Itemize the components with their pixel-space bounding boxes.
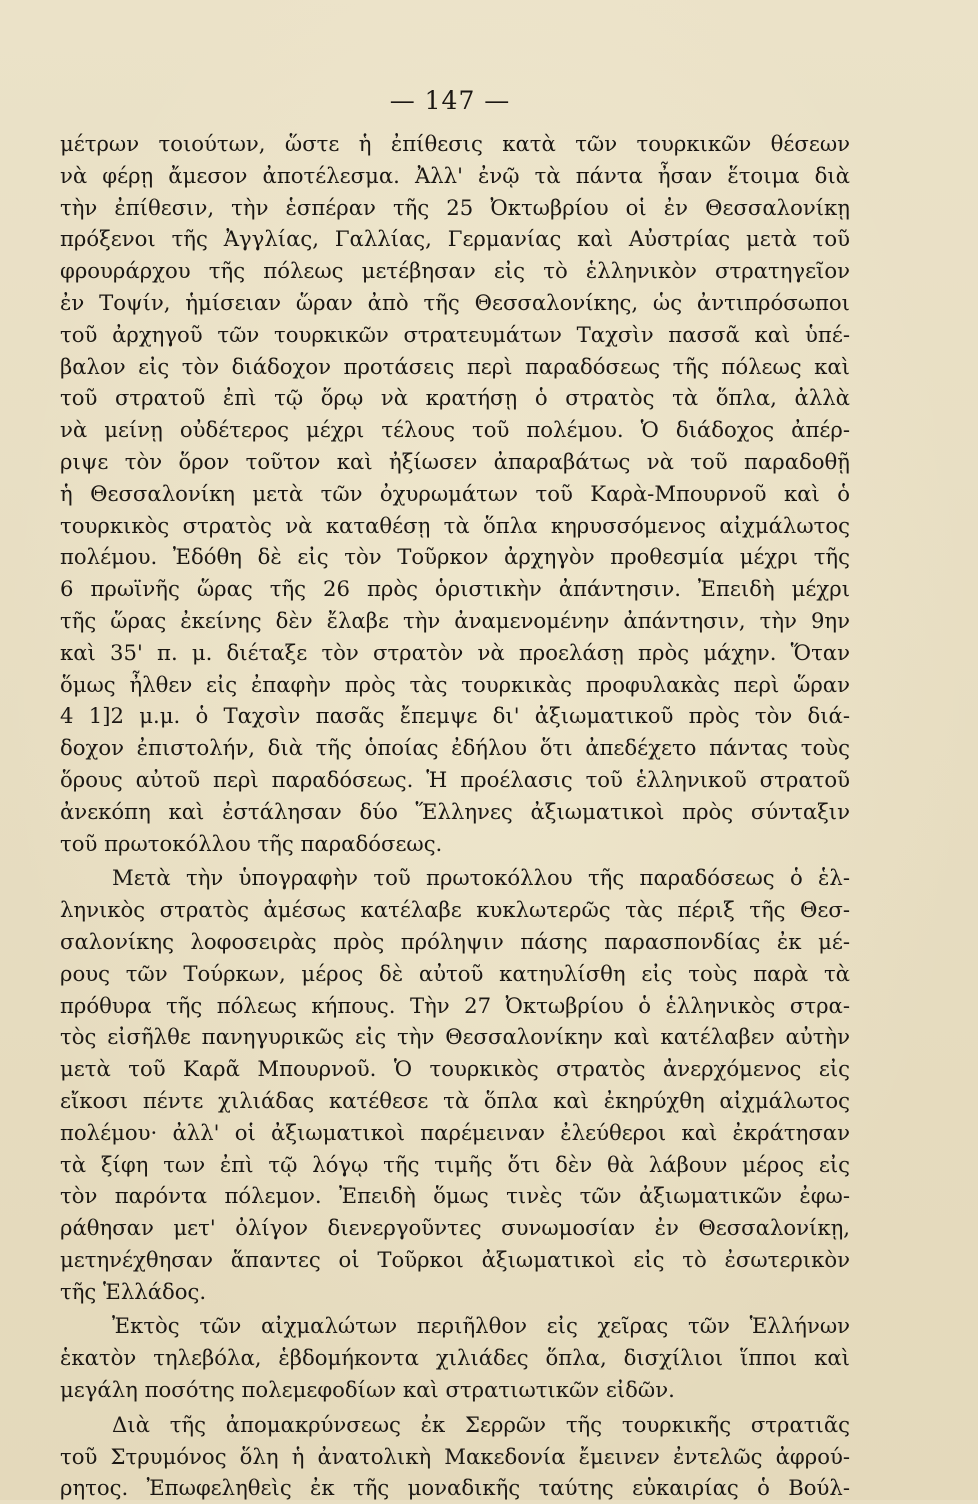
text-line: τοῦ Στρυμόνος ὅλη ἡ ἀνατολικὴ Μακεδονία ἔμεινεν ἐντελῶς ἀφρού- <box>60 1443 850 1469</box>
paragraph <box>60 1310 850 1405</box>
text-line: τοῦ στρατοῦ ἐπὶ τῷ ὅρῳ νὰ κρατήσῃ ὁ στρατὸς τὰ ὅπλα, ἀλλὰ <box>60 385 850 411</box>
text-line: 4 1]2 μ.μ. ὁ Ταχσὶν πασᾶς ἔπεμψε δι' ἀξιωματικοῦ πρὸς τὸν διά- <box>60 703 850 729</box>
text-line: Ἐκτὸς τῶν αἰχμαλώτων περιῆλθον εἰς χεῖρας τῶν Ἑλλήνων <box>112 1313 850 1339</box>
text-line: τῆς ὥρας ἐκείνης δὲν ἔλαβε τὴν ἀναμενομένην ἀπάντησιν, τὴν 9ην <box>60 607 850 633</box>
text-line: τουρκικὸς στρατὸς νὰ καταθέσῃ τὰ ὅπλα κηρυσσόμενος αἰχμάλωτος <box>60 512 850 538</box>
paragraph <box>60 128 850 859</box>
text-line: μέτρων τοιούτων, ὥστε ἡ ἐπίθεσις κατὰ τῶν τουρκικῶν θέσεων <box>60 131 850 156</box>
text-line: καὶ 35' π. μ. διέταξε τὸν στρατὸν νὰ προελάσῃ πρὸς μάχην. Ὅταν <box>60 639 850 665</box>
text-line: πολέμου. Ἐδόθη δὲ εἰς τὸν Τοῦρκον ἀρχηγὸν προθεσμία μέχρι τῆς <box>60 544 850 570</box>
text-line: ρους τῶν Τούρκων, μέρος δὲ αὐτοῦ κατηυλίσθη εἰς τοὺς παρὰ τὰ <box>60 960 850 986</box>
text-line: ράθησαν μετ' ὀλίγον διενεργοῦντες συνωμοσίαν ἐν Θεσσαλονίκῃ, <box>60 1215 850 1241</box>
text-line: ἡ Θεσσαλονίκη μετὰ τῶν ὀχυρωμάτων τοῦ Καρὰ-Μπουρνοῦ καὶ ὁ <box>60 480 850 506</box>
text-line: σαλονίκης λοφοσειρὰς πρὸς πρόληψιν πάσης παρασπονδίας ἐκ μέ- <box>60 928 850 954</box>
text-line: ὅρους αὐτοῦ περὶ παραδόσεως. Ἡ προέλασις τοῦ ἑλληνικοῦ στρατοῦ <box>60 766 850 792</box>
text-line: μετὰ τοῦ Καρᾶ Μπουρνοῦ. Ὁ τουρκικὸς στρατὸς ἀνερχόμενος εἰς <box>60 1056 850 1082</box>
text-line: 6 πρωϊνῆς ὥρας τῆς 26 πρὸς ὁριστικὴν ἀπάντησιν. Ἐπειδὴ μέχρι <box>60 576 850 602</box>
text-line: τοῦ πρωτοκόλλου τῆς παραδόσεως. <box>60 830 443 856</box>
body-text <box>60 128 850 1504</box>
paragraph <box>60 862 850 1307</box>
text-line: νὰ φέρῃ ἄμεσον ἀποτέλεσμα. Ἀλλ' ἐνῷ τὰ πάντα ἦσαν ἕτοιμα διὰ <box>60 162 850 188</box>
text-line: βαλον εἰς τὸν διάδοχον προτάσεις περὶ παραδόσεως τῆς πόλεως καὶ <box>60 353 850 379</box>
text-line: μεγάλη ποσότης πολεμεφοδίων καὶ στρατιωτικῶν εἰδῶν. <box>60 1377 675 1403</box>
text-line: Μετὰ τὴν ὑπογραφὴν τοῦ πρωτοκόλλου τῆς παραδόσεως ὁ ἑλ- <box>112 865 850 891</box>
text-line: ριψε τὸν ὅρον τοῦτον καὶ ἠξίωσεν ἀπαραβάτως νὰ τοῦ παραδοθῇ <box>60 448 850 474</box>
text-line: τὰ ξίφη των ἐπὶ τῷ λόγῳ τῆς τιμῆς ὅτι δὲν θὰ λάβουν μέρος εἰς <box>60 1151 850 1177</box>
text-line: πολέμου· ἀλλ' οἱ ἀξιωματικοὶ παρέμειναν ἐλεύθεροι καὶ ἐκράτησαν <box>60 1119 850 1145</box>
text-line: τῆς Ἑλλάδος. <box>60 1278 207 1304</box>
text-line: φρουράρχου τῆς πόλεως μετέβησαν εἰς τὸ ἑλληνικὸν στρατηγεῖον <box>60 258 850 284</box>
text-line: τοῦ ἀρχηγοῦ τῶν τουρκικῶν στρατευμάτων Ταχσὶν πασσᾶ καὶ ὑπέ- <box>60 321 850 347</box>
text-line: ἐν Τοψίν, ἡμίσειαν ὥραν ἀπὸ τῆς Θεσσαλονίκης, ὡς ἀντιπρόσωποι <box>60 289 850 315</box>
text-line: τὴν ἐπίθεσιν, τὴν ἑσπέραν τῆς 25 Ὀκτωβρίου οἱ ἐν Θεσσαλονίκῃ <box>60 194 850 220</box>
text-line: νὰ μείνῃ οὐδέτερος μέχρι τέλους τοῦ πολέμου. Ὁ διάδοχος ἀπέρ- <box>60 417 850 443</box>
text-line: ἑκατὸν τηλεβόλα, ἑβδομήκοντα χιλιάδες ὅπλα, δισχίλιοι ἵπποι καὶ <box>60 1345 850 1371</box>
text-line: ληνικὸς στρατὸς ἀμέσως κατέλαβε κυκλωτερῶς τὰς πέριξ τῆς Θεσ- <box>60 897 850 923</box>
text-line: ἀνεκόπη καὶ ἐστάλησαν δύο Ἕλληνες ἀξιωματικοὶ πρὸς σύνταξιν <box>60 798 850 824</box>
text-line: τὸς εἰσῆλθε πανηγυρικῶς εἰς τὴν Θεσσαλονίκην καὶ κατέλαβεν αὐτὴν <box>60 1024 850 1050</box>
page-number: — 147 — <box>389 86 511 115</box>
text-line: δοχον ἐπιστολήν, διὰ τῆς ὁποίας ἐδήλου ὅτι ἀπεδέχετο πάντας τοὺς <box>60 735 850 761</box>
paragraph <box>60 1409 850 1504</box>
text-line: εἴκοσι πέντε χιλιάδας κατέθεσε τὰ ὅπλα καὶ ἐκηρύχθη αἰχμάλωτος <box>60 1087 850 1113</box>
text-line: Διὰ τῆς ἀπομακρύνσεως ἐκ Σερρῶν τῆς τουρκικῆς στρατιᾶς <box>112 1411 850 1437</box>
text-line: μετηνέχθησαν ἅπαντες οἱ Τοῦρκοι ἀξιωματικοὶ εἰς τὸ ἐσωτερικὸν <box>60 1246 850 1272</box>
text-line: πρόθυρα τῆς πόλεως κήπους. Τὴν 27 Ὀκτωβρίου ὁ ἑλληνικὸς στρα- <box>60 992 850 1018</box>
text-line: πρόξενοι τῆς Ἀγγλίας, Γαλλίας, Γερμανίας καὶ Αὐστρίας μετὰ τοῦ <box>60 226 850 252</box>
text-line: ρητος. Ἐπωφεληθεὶς ἐκ τῆς μοναδικῆς ταύτης εὐκαιρίας ὁ Βούλ- <box>60 1475 850 1501</box>
text-line: ὅμως ἦλθεν εἰς ἐπαφὴν πρὸς τὰς τουρκικὰς προφυλακὰς περὶ ὥραν <box>60 671 850 697</box>
text-line: τὸν παρόντα πόλεμον. Ἐπειδὴ ὅμως τινὲς τῶν ἀξιωματικῶν ἐφω- <box>60 1183 850 1209</box>
